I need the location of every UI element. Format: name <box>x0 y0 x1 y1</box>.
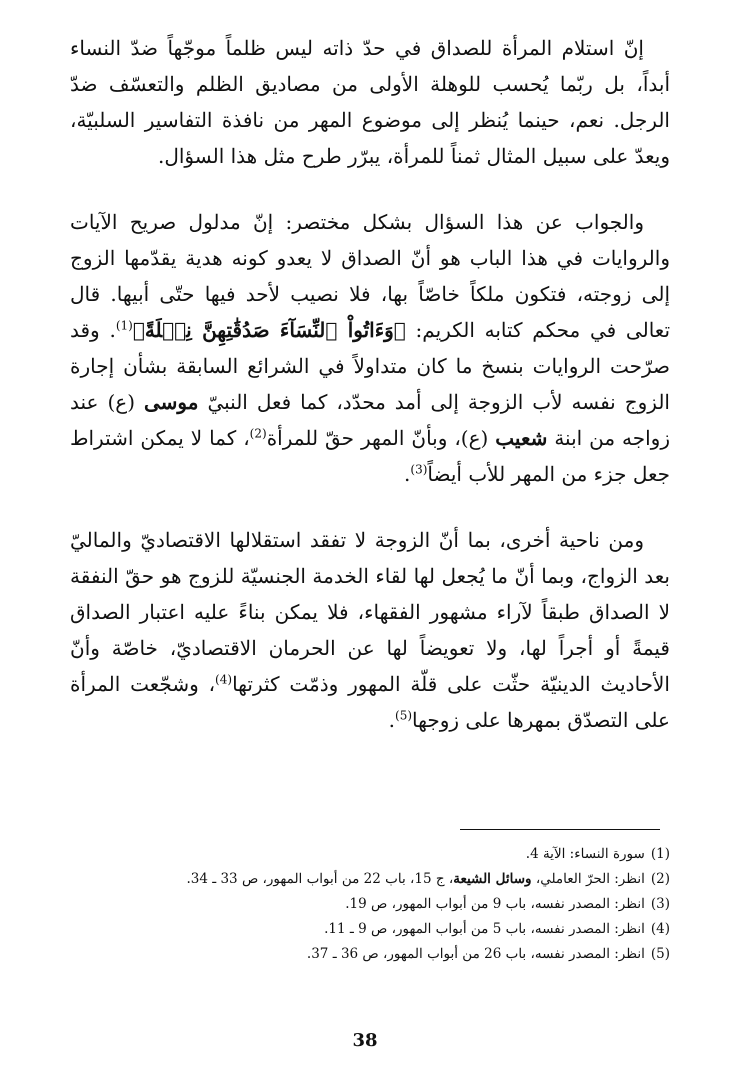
footnote-ref-1[interactable]: (1) <box>115 318 133 333</box>
paragraph-3-text-c: . <box>388 708 396 732</box>
paragraph-2 <box>70 204 670 492</box>
footnote-ref-5[interactable]: (5) <box>395 708 413 723</box>
footnote-text: انظر: المصدر نفسه، باب 5 من أبواب المهور، ص 9 ـ 11. <box>324 921 645 937</box>
paragraph-3-text-a: ومن ناحية أخرى، بما أنّ الزوجة لا تفقد استقلالها الاقتصاديّ والماليّ بعد الزواج، وبما أنّ ما يُجعل لها لقاء الخدمة الجنسيّة للزوج هو حقّ النفقة لا الصداق طبقاً لآراء مشهور الفقهاء، فلا يمكن بناءً عليه اعتبار الصداق قيمةً أو أجراً لها، ولا تعويضاً لها عن الحرمان الاقتصاديّ، خاصّة وأنّ الأحاديث الدينيّة حثّت على قلّة المهور وذمّت كثرتها <box>70 528 671 696</box>
paragraph-2-text-f: . <box>404 462 411 486</box>
paragraph-2-text-a: والجواب عن هذا السؤال بشكل مختصر: إنّ مدلول صريح الآيات والروايات في هذا الباب هو أنّ الصداق لا يعدو كونه هدية يقدّمها الزوج إلى زوجته، فتكون ملكاً خاصّاً بها، فلا نصيب لأحد فيها حتّى أبيها. قال تعالى في محكم كتابه الكريم: <box>70 210 671 342</box>
paragraph-2-text-e: ، كما لا يمكن اشتراط جعل جزء من المهر للأب أيضاً <box>70 426 670 486</box>
quran-verse: ﴿وَءَاتُواْ ٱلنِّسَآءَ صَدُقَٰتِهِنَّ نِحۡلَةً﴾ <box>132 318 406 342</box>
footnote-5 <box>70 942 670 967</box>
footnote-4 <box>70 917 670 942</box>
paragraph-3-text-b: ، وشجّعت المرأة على التصدّق بمهرها على زوجها <box>70 672 670 732</box>
name-moses: موسى <box>143 390 199 414</box>
footnote-3 <box>70 892 670 917</box>
footnote-number: (4) <box>650 921 670 937</box>
name-shuaib: شعيب <box>495 426 548 450</box>
footnote-number: (5) <box>650 946 670 962</box>
paragraph-3 <box>70 522 670 738</box>
footnote-ref-2[interactable]: (2) <box>249 426 267 441</box>
footnote-text: انظر: الحرّ العاملي، <box>531 871 645 887</box>
paragraph-1: إنّ استلام المرأة للصداق في حدّ ذاته ليس ظلماً موجّهاً ضدّ النساء أبداً، بل ربّما يُحسب للوهلة الأولى من مصاديق الظلم والتعسّف ضدّ الرجل. نعم، حينما يُنظر إلى موضوع المهر من نافذة التفاسير السلبيّة، ويعدّ على سبيل المثال ثمناً للمرأة، يبرّر طرح مثل هذا السؤال. <box>70 36 670 168</box>
footnote-1 <box>70 842 670 867</box>
footnote-number: (2) <box>650 871 670 887</box>
footnote-number: (1) <box>650 846 670 862</box>
paragraph-2-text-b: . وقد صرّحت الروايات بنسخ ما كان متداولاً في الشرائع السابقة بشأن إجارة الزوج نفسه لأب الزوجة إلى أمد محدّد، كما فعل النبيّ <box>70 318 670 414</box>
paragraph-2-text-d: (ع)، وبأنّ المهر حقّ للمرأة <box>266 426 496 450</box>
footnote-2 <box>70 867 670 892</box>
page-number: 38 <box>352 1030 378 1051</box>
footnote-number: (3) <box>650 896 670 912</box>
footnote-text: انظر: المصدر نفسه، باب 9 من أبواب المهور، ص 19. <box>345 896 645 912</box>
footnote-ref-3[interactable]: (3) <box>410 462 428 477</box>
footnote-divider <box>460 829 660 830</box>
footnote-text: سورة النساء: الآية 4. <box>525 846 645 862</box>
footnote-book-title: وسائل الشيعة <box>453 871 532 887</box>
paragraph-2-text-c: (ع) عند زواجه من ابنة <box>70 390 670 450</box>
footnote-text: انظر: المصدر نفسه، باب 26 من أبواب المهور، ص 36 ـ 37. <box>306 946 645 962</box>
footnotes-list <box>70 842 670 967</box>
footnote-text-tail: ، ج 15، باب 22 من أبواب المهور، ص 33 ـ 34. <box>186 871 454 887</box>
page-body <box>70 30 670 738</box>
footnote-ref-4[interactable]: (4) <box>215 672 233 687</box>
